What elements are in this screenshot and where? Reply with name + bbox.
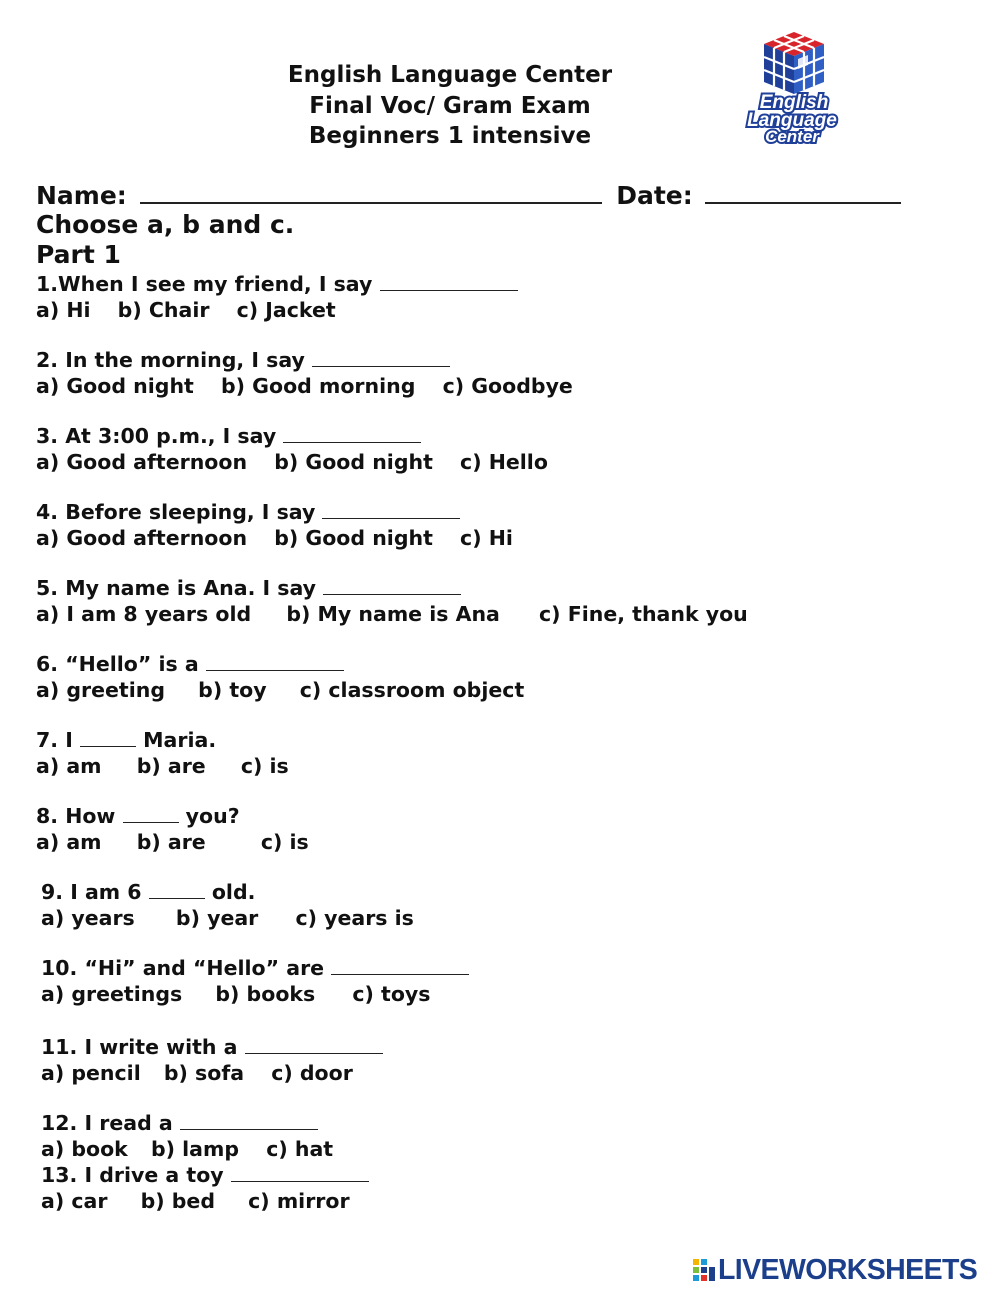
question-11 xyxy=(41,1034,383,1086)
option-b[interactable]: b) bed xyxy=(140,1189,216,1213)
question-stem: 13. I drive a toy xyxy=(41,1163,224,1187)
question-stem-end: Maria. xyxy=(143,728,217,752)
option-c[interactable]: c) Jacket xyxy=(236,298,336,322)
question-6 xyxy=(36,651,524,703)
option-a[interactable]: a) greeting xyxy=(36,678,166,702)
question-stem-end: you? xyxy=(185,804,240,828)
cube-logo-icon xyxy=(742,30,846,146)
question-stem-start: 7. I xyxy=(36,728,73,752)
question-2 xyxy=(36,347,573,399)
answer-blank[interactable] xyxy=(331,956,469,975)
option-b[interactable]: b) toy xyxy=(198,678,267,702)
option-a[interactable]: a) Hi xyxy=(36,298,91,322)
option-b[interactable]: b) Good night xyxy=(274,526,433,550)
question-13 xyxy=(41,1162,369,1214)
question-stem: 10. “Hi” and “Hello” are xyxy=(41,956,325,980)
option-a[interactable]: a) pencil xyxy=(41,1061,141,1085)
name-blank[interactable] xyxy=(140,180,602,204)
question-8 xyxy=(36,803,309,855)
question-stem: 2. In the morning, I say xyxy=(36,348,305,372)
option-a[interactable]: a) Good night xyxy=(36,374,194,398)
question-stem: 12. I read a xyxy=(41,1111,173,1135)
option-c[interactable]: c) Fine, thank you xyxy=(539,602,748,626)
option-b[interactable]: b) Good night xyxy=(274,450,433,474)
option-c[interactable]: c) years is xyxy=(295,906,414,930)
option-a[interactable]: a) am xyxy=(36,754,102,778)
option-c[interactable]: c) is xyxy=(240,754,289,778)
answer-blank[interactable] xyxy=(322,500,460,519)
option-a[interactable]: a) Good afternoon xyxy=(36,526,248,550)
question-stem-end: old. xyxy=(211,880,256,904)
level-title: Beginners 1 intensive xyxy=(308,123,592,149)
option-c[interactable]: c) door xyxy=(271,1061,353,1085)
logo-word-center: Center xyxy=(765,127,819,146)
option-b[interactable]: b) sofa xyxy=(163,1061,245,1085)
option-c[interactable]: c) classroom object xyxy=(299,678,525,702)
answer-blank[interactable] xyxy=(245,1035,383,1054)
logo-word-language: Language xyxy=(747,110,837,131)
question-7 xyxy=(36,727,289,779)
answer-blank[interactable] xyxy=(323,576,461,595)
question-5 xyxy=(36,575,748,627)
option-b[interactable]: b) are xyxy=(136,830,206,854)
question-stem-start: 9. I am 6 xyxy=(41,880,142,904)
answer-blank[interactable] xyxy=(80,728,136,747)
option-c[interactable]: c) is xyxy=(260,830,309,854)
part-heading: Part 1 xyxy=(36,240,121,269)
liveworksheets-logo-icon xyxy=(692,1257,716,1283)
answer-blank[interactable] xyxy=(283,424,421,443)
answer-blank[interactable] xyxy=(231,1163,369,1182)
question-10 xyxy=(41,955,469,1007)
answer-blank[interactable] xyxy=(312,348,450,367)
option-c[interactable]: c) hat xyxy=(266,1137,334,1161)
exam-title: Final Voc/ Gram Exam xyxy=(309,92,591,119)
option-c[interactable]: c) mirror xyxy=(248,1189,350,1213)
option-c[interactable]: c) Hi xyxy=(460,526,513,550)
name-date-row xyxy=(36,180,901,211)
date-blank[interactable] xyxy=(705,180,901,204)
question-stem: 4. Before sleeping, I say xyxy=(36,500,316,524)
question-stem: 1.When I see my friend, I say xyxy=(36,272,373,296)
question-stem: 6. “Hello” is a xyxy=(36,652,199,676)
question-9 xyxy=(41,879,414,931)
option-a[interactable]: a) book xyxy=(41,1137,128,1161)
question-12 xyxy=(41,1110,333,1162)
option-b[interactable]: b) books xyxy=(215,982,316,1006)
date-label: Date: xyxy=(616,181,693,210)
name-label: Name: xyxy=(36,181,127,210)
answer-blank[interactable] xyxy=(123,804,179,823)
option-a[interactable]: a) car xyxy=(41,1189,108,1213)
option-a[interactable]: a) I am 8 years old xyxy=(36,602,252,626)
logo-word-english: English xyxy=(759,92,829,113)
option-a[interactable]: a) years xyxy=(41,906,135,930)
answer-blank[interactable] xyxy=(380,272,518,291)
question-1 xyxy=(36,271,518,323)
option-b[interactable]: b) are xyxy=(136,754,206,778)
answer-blank[interactable] xyxy=(149,880,205,899)
question-3 xyxy=(36,423,548,475)
option-a[interactable]: a) Good afternoon xyxy=(36,450,248,474)
question-stem: 3. At 3:00 p.m., I say xyxy=(36,424,277,448)
option-b[interactable]: b) year xyxy=(175,906,259,930)
answer-blank[interactable] xyxy=(206,652,344,671)
question-stem-start: 8. How xyxy=(36,804,116,828)
option-a[interactable]: a) am xyxy=(36,830,102,854)
question-stem: 5. My name is Ana. I say xyxy=(36,576,317,600)
footer-brand-text[interactable]: LIVEWORKSHEETS xyxy=(718,1254,978,1286)
option-b[interactable]: b) Good morning xyxy=(220,374,416,398)
option-c[interactable]: c) Hello xyxy=(460,450,548,474)
question-4 xyxy=(36,499,513,551)
question-stem: 11. I write with a xyxy=(41,1035,238,1059)
option-c[interactable]: c) toys xyxy=(352,982,431,1006)
option-a[interactable]: a) greetings xyxy=(41,982,183,1006)
option-c[interactable]: c) Goodbye xyxy=(442,374,573,398)
liveworksheets-footer xyxy=(692,1255,992,1285)
option-b[interactable]: b) lamp xyxy=(150,1137,240,1161)
center-title: English Language Center xyxy=(287,62,613,88)
instructions: Choose a, b and c. xyxy=(36,210,295,239)
option-b[interactable]: b) Chair xyxy=(117,298,210,322)
answer-blank[interactable] xyxy=(180,1111,318,1130)
option-b[interactable]: b) My name is Ana xyxy=(286,602,500,626)
